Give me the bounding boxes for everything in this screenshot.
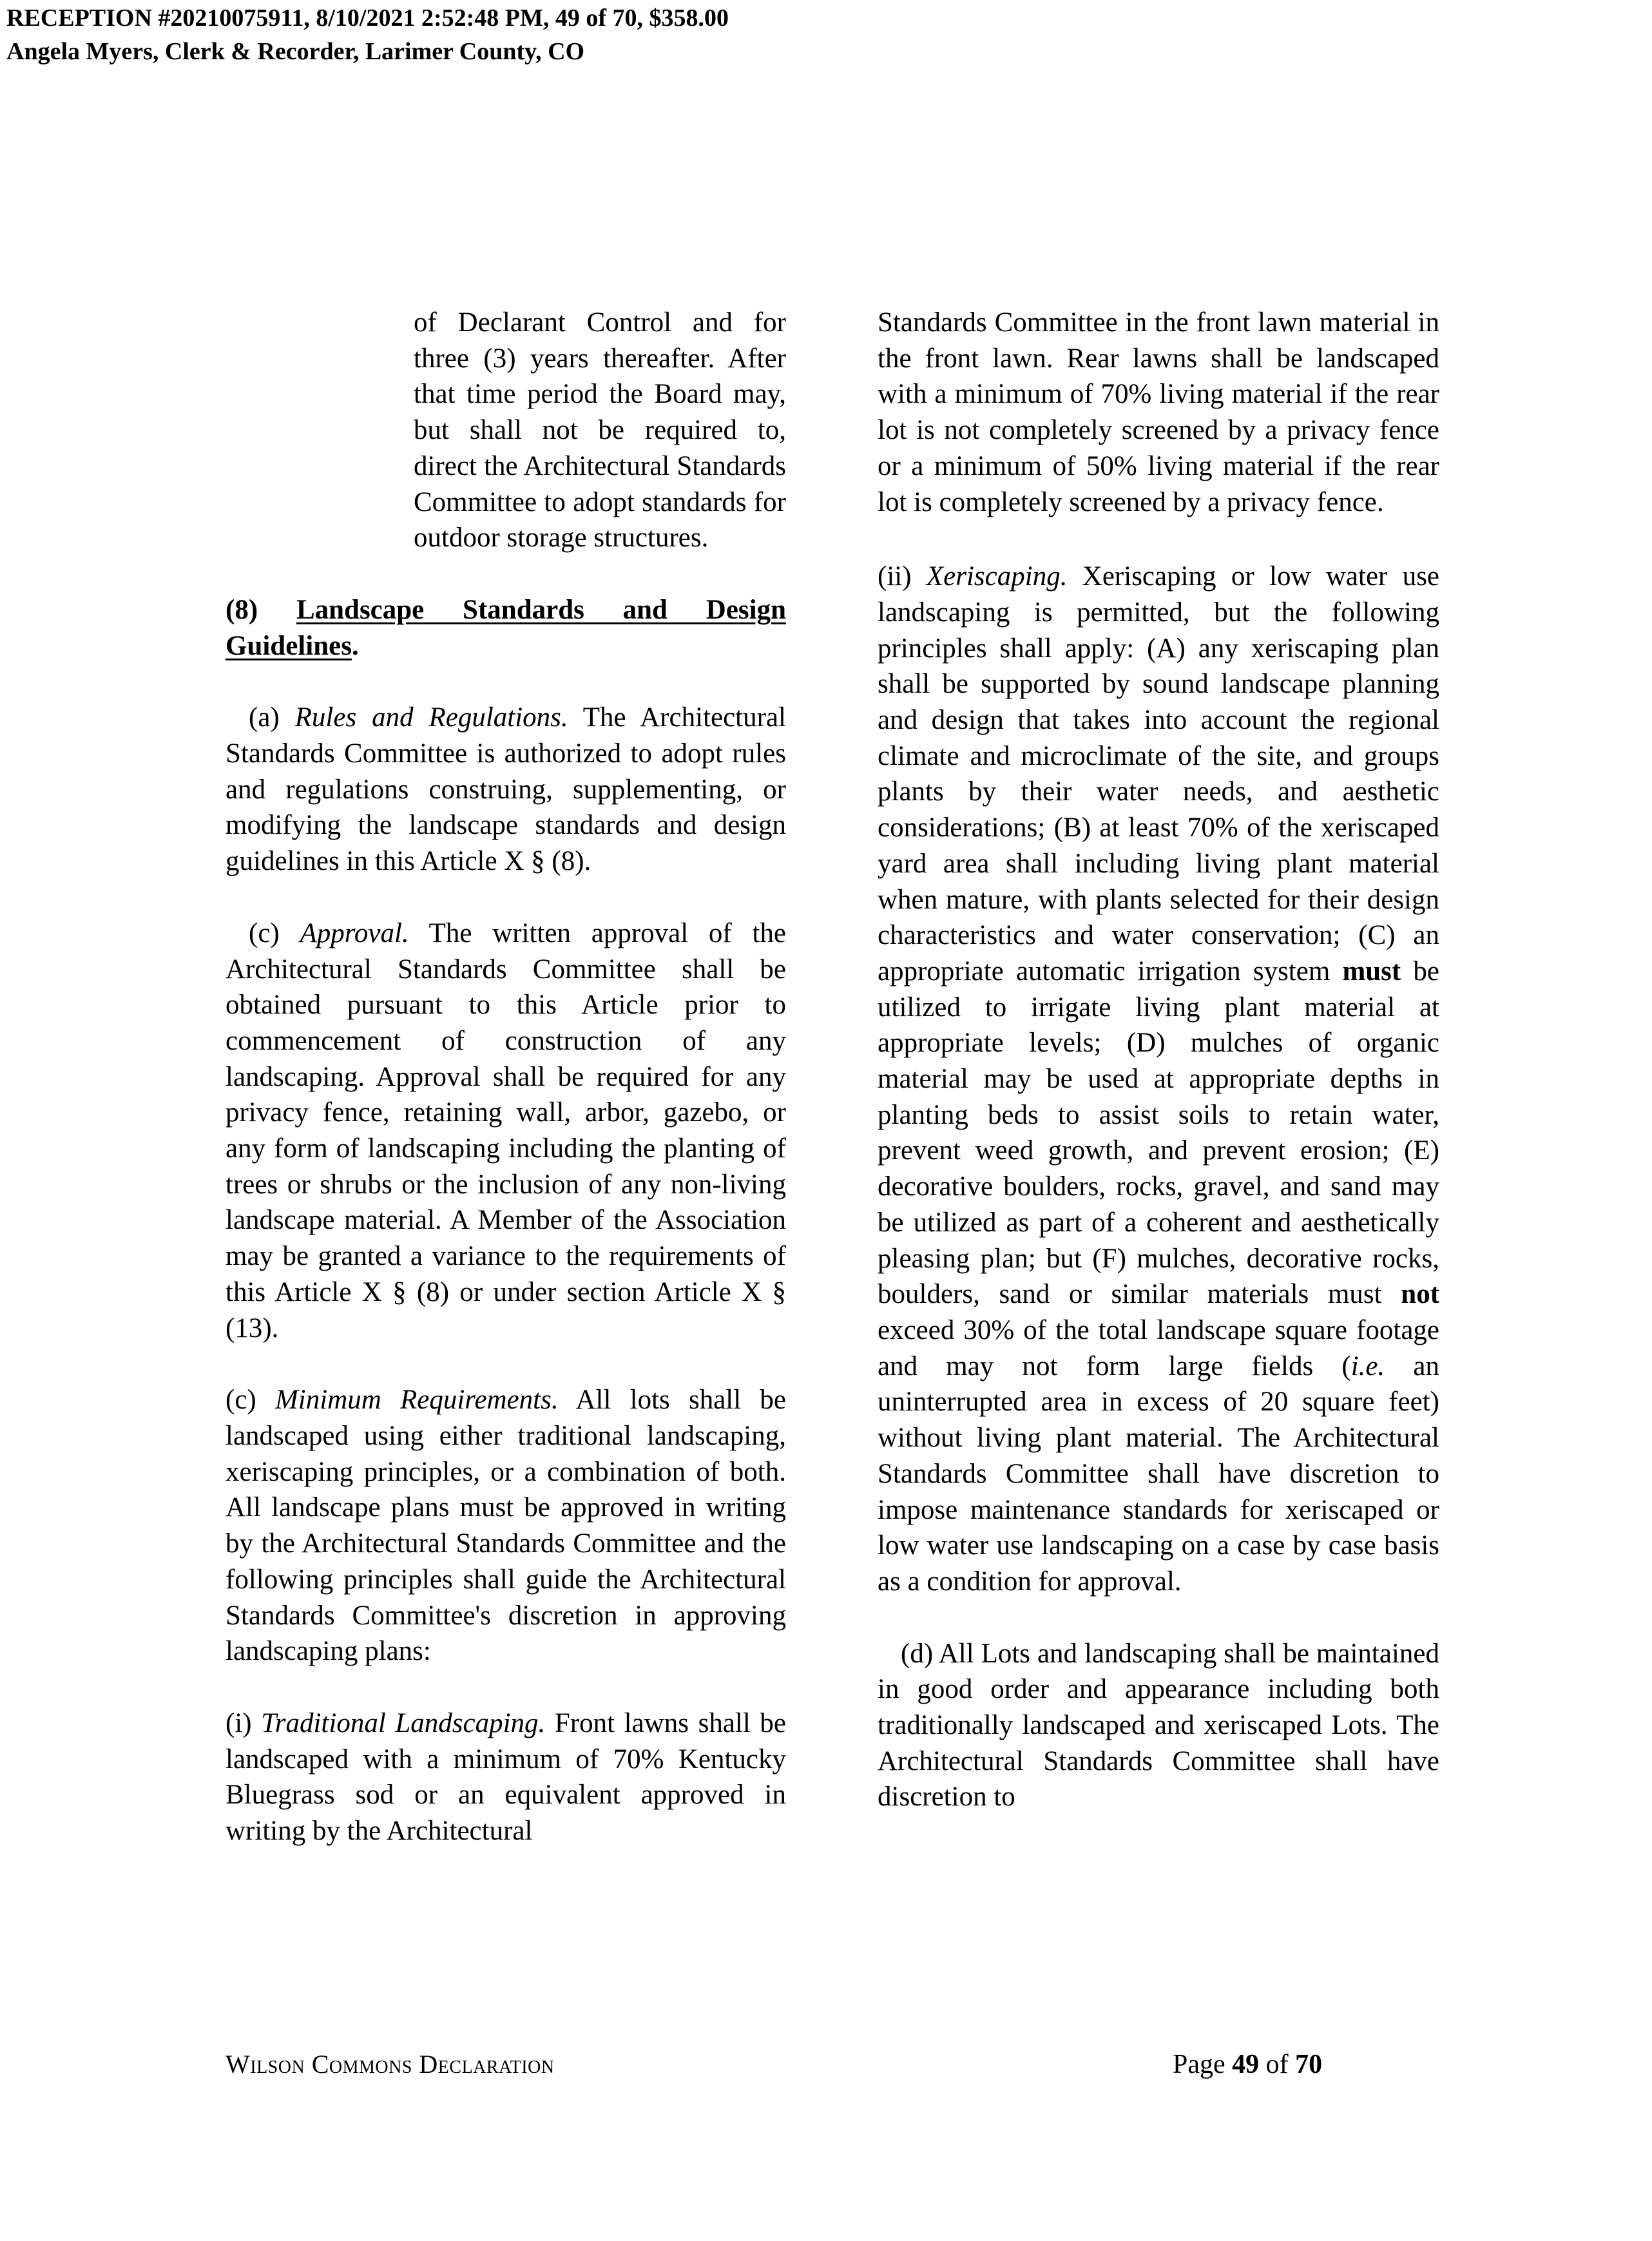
paragraph-d-label: (d): [901, 1638, 934, 1669]
paragraph-ii-not: not: [1401, 1279, 1440, 1310]
section-heading-number: (8): [226, 594, 258, 625]
paragraph-c-approval-label: (c): [249, 918, 280, 948]
footer-page-current: 49: [1232, 2050, 1260, 2079]
paragraph-c-approval: [226, 916, 786, 1346]
paragraph-ii-xeriscaping: [878, 559, 1439, 1599]
section-heading-period: .: [351, 630, 359, 661]
paragraph-ii-body-4: an uninterrupted area in excess of 20 square feet) without living plant material. The Architectural Standards Committee shall have discretion to impose maintenance standards for xeriscaped or low water use landscaping on a case by case basis as a condition for approval.: [878, 1351, 1439, 1597]
recording-stamp-line-2: Angela Myers, Clerk & Recorder, Larimer County, CO: [6, 38, 585, 65]
continuation-paragraph: of Declarant Control and for three (3) years thereafter. After that time period the Board may, but shall not be required to, direct the Architectural Standards Committee to adopt standards for outdoor storage structures.: [414, 307, 786, 553]
recording-stamp-line-1: RECEPTION #20210075911, 8/10/2021 2:52:48 PM, 49 of 70, $358.00: [6, 5, 729, 32]
paragraph-a-label: (a): [249, 702, 280, 733]
paragraph-i-title: Traditional Landscaping.: [261, 1707, 546, 1738]
paragraph-ii-body-1: Xeriscaping or low water use landscaping is permitted, but the following principles shall apply: (A) any xeriscaping plan shall be supported by sound landscape planning and design that takes into account the regional climate and microclimate of the site, and groups plants by their water needs, and aesthetic considerations; (B) at least 70% of the xeriscaped yard area shall including living plant material when mature, with plants selected for their design characteristics and water conservation; (C) an appropriate automatic irrigation system: [878, 561, 1440, 986]
paragraph-i-label: (i): [226, 1707, 252, 1738]
paragraph-a: [226, 700, 786, 880]
footer-page-total: 70: [1295, 2050, 1323, 2079]
paragraph-i-continuation: Standards Committee in the front lawn material in the front lawn. Rear lawns shall be landscaped with a minimum of 70% living material if the rear lot is not completely screened by a privacy fence or a minimum of 50% living material if the rear lot is completely screened by a privacy fence.: [878, 307, 1439, 517]
paragraph-ii-must: must: [1342, 956, 1401, 986]
paragraph-a-title: Rules and Regulations.: [294, 702, 568, 733]
section-heading: [226, 592, 786, 664]
paragraph-ii-title: Xeriscaping.: [926, 561, 1068, 592]
paragraph-c-minimum-label: (c): [226, 1385, 256, 1416]
section-heading-title: Landscape Standards and Design Guidelines: [226, 594, 786, 661]
paragraph-i-traditional: [226, 1706, 786, 1849]
paragraph-ii-label: (ii): [878, 561, 912, 592]
right-column: [878, 305, 1439, 1815]
paragraph-c-minimum-title: Minimum Requirements.: [274, 1385, 559, 1416]
paragraph-d: [878, 1636, 1439, 1816]
left-column: [226, 305, 786, 1849]
paragraph-a-body: The Architectural Standards Committee is authorized to adopt rules and regulations construing, supplementing, or modifying the landscape standards and design guidelines in this Article X § (8).: [226, 702, 786, 877]
paragraph-c-minimum: [226, 1382, 786, 1669]
paragraph-ii-body-2: be utilized to irrigate living plant material at appropriate levels; (D) mulches of organic material may be used at appropriate depths in planting beds to assist soils to retain water, prevent weed growth, and prevent erosion; (E) decorative boulders, rocks, gravel, and sand may be utilized as part of a coherent and aesthetically pleasing plan; but (F) mulches, decorative rocks, boulders, sand or similar materials must: [878, 956, 1440, 1310]
footer-page-prefix: Page: [1173, 2050, 1225, 2079]
paragraph-c-minimum-body: All lots shall be landscaped using either traditional landscaping, xeriscaping principles, or a combination of both. All landscape plans must be approved in writing by the Architectural Standards Committee and the following principles shall guide the Architectural Standards Committee's discretion in approving landscaping plans:: [226, 1385, 787, 1667]
footer-page-of: of: [1265, 2050, 1289, 2079]
footer-document-title: Wilson Commons Declaration: [226, 2050, 555, 2079]
paragraph-ii-ie: i.e.: [1350, 1351, 1385, 1381]
paragraph-i-body: Front lawns shall be landscaped with a minimum of 70% Kentucky Bluegrass sod or an equivalent approved in writing by the Architectural: [226, 1707, 787, 1847]
footer-page-number: [1173, 2049, 1322, 2080]
paragraph-c-approval-body: The written approval of the Architectural Standards Committee shall be obtained pursuant to this Article prior to commencement of construction of any landscaping. Approval shall be required for any privacy fence, retaining wall, arbor, gazebo, or any form of landscaping including the planting of trees or shrubs or the inclusion of any non-living landscape material. A Member of the Association may be granted a variance to the requirements of this Article X § (8) or under section Article X § (13).: [226, 918, 786, 1343]
paragraph-ii-body-3: exceed 30% of the total landscape square footage and may not form large fields (: [878, 1314, 1439, 1381]
paragraph-c-approval-title: Approval.: [300, 918, 409, 948]
paragraph-d-body: All Lots and landscaping shall be maintained in good order and appearance including both traditionally landscaped and xeriscaped Lots. The Architectural Standards Committee shall have discretion to: [878, 1638, 1439, 1813]
